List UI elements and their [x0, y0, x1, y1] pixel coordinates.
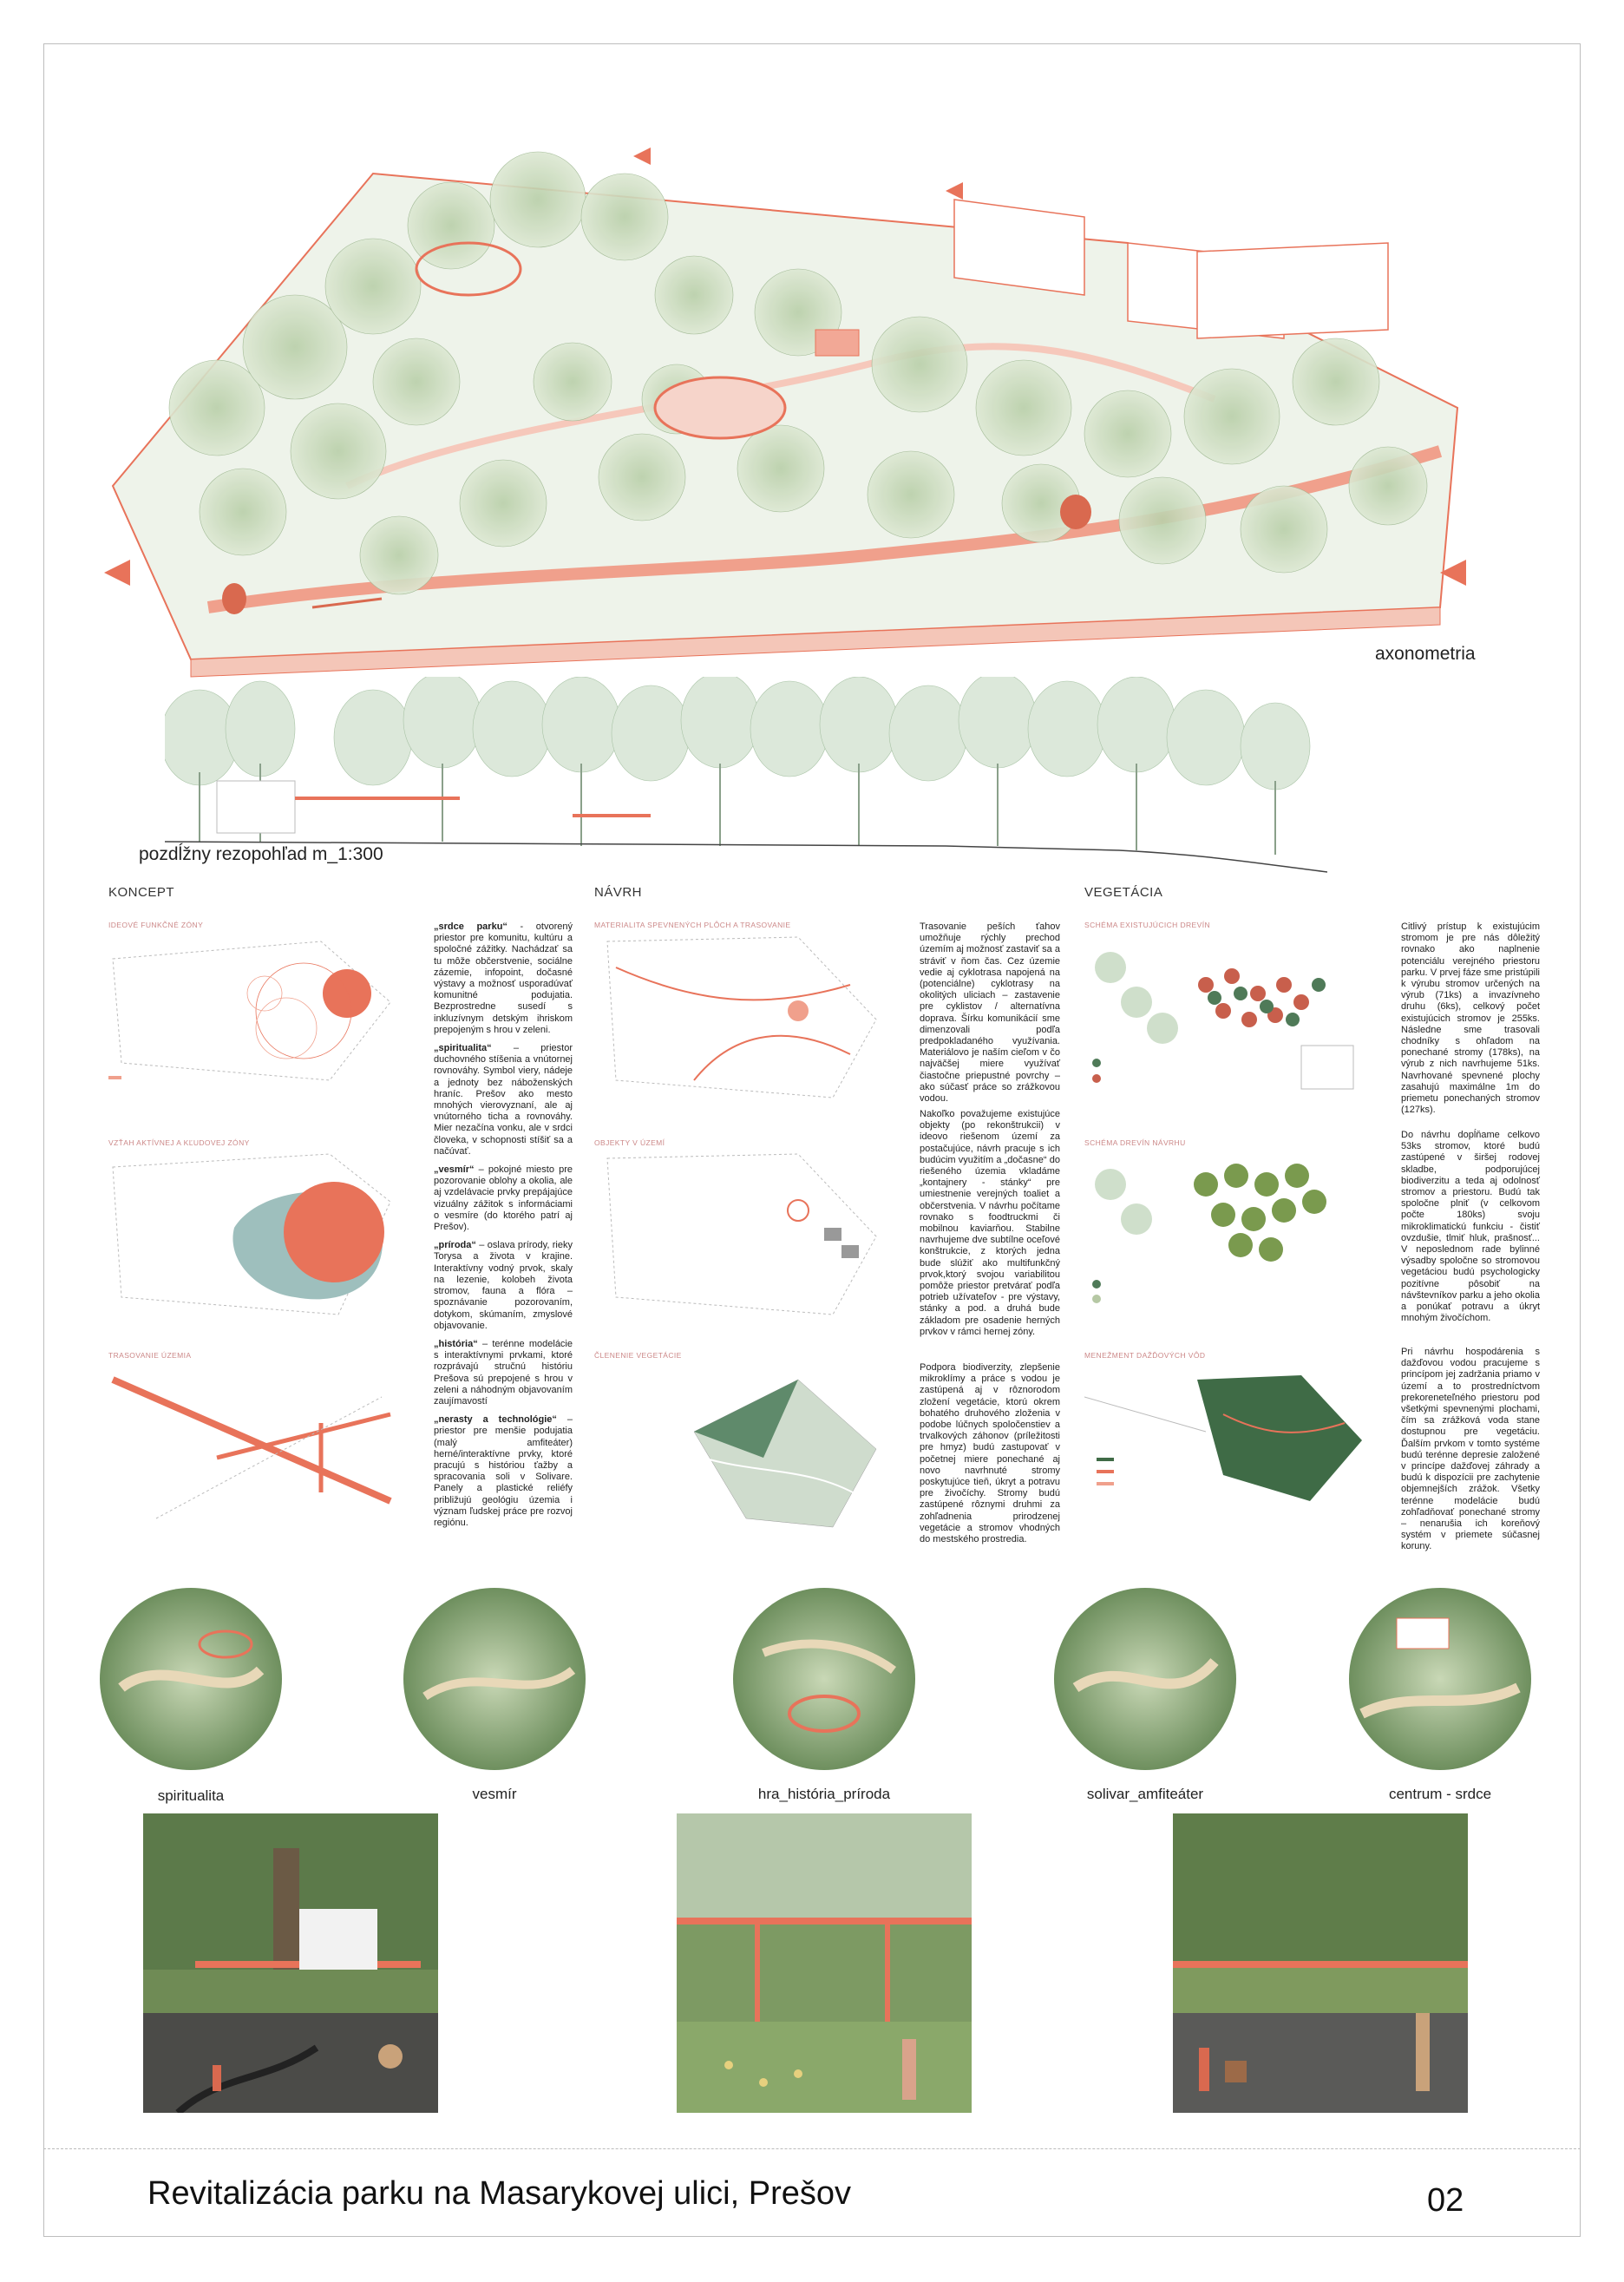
circle-label-2: vesmír [472, 1786, 517, 1802]
navrh-text1: Trasovanie peších ťahov umožňuje rýchly prechod územím aj možnosť zastaviť sa a stráviť v ňom čas. Cez územie vedie aj cyklotrasa napojená na (potenciálne) cyklotrasy na okolitých uliciach – zastavenie pre cyklistov / alternatívna doprava. Šírku komunikácií sme dimenzovali podľa predpokladaného využívania. Materiálovo je naším cieľom v čo najväčšej miere využívať čiastočne priepustné povrchy – ako súčasť práce so zrážkovou vodou. [920, 921, 1060, 1105]
vegetacia-diagram3 [1084, 1362, 1371, 1536]
circle-label-4: solivar_amfiteáter [1086, 1786, 1204, 1802]
koncept-text: „srdce parku“ - otvorený priestor pre komunitu, kultúru a spoločné zážitky. Nachádzať sa tu môže občerstvenie, sociálne zázemie, infopoint, dočasné výstavy a možnosť usporadúvať komunitné podujatia. Bezprostredne susedí s inkluzívnym detským ihriskom prepojeným s hrou v zeleni. „spiritualita“ – priestor duchovného stíšenia a vnútornej rovnováhy. Symbol viery, nádeje a jednoty bez náboženských hraníc. Prešov ako mesto mnohých vierovyznaní, ale aj vnútorného ticha a rovnováhy. Mier nezačína vonku, ale v srdci človeka, v schopnosti stíšiť sa a načúvať. „vesmír“ – pokojné miesto pre pozorovanie oblohy a okolia, ale aj vzdelávacie prvky prepájajúce vizuálny zážitok s informáciami o vesmíre (do ktorého patrí aj Prešov). „príroda“ – oslava prírody, rieky Torysa a života v krajine. Interaktívny vodný prvok, skaly na lezenie, kolobeh života stromov, fauna a flóra – spoznávanie pozorovaním, dotykom, skúmaním, zmyslové objavovanie. „história“ – terénne modelácie s interaktívnymi prvkami, ktoré rozprávajú stručnú históriu Prešova sú prepojené s hrou v zeleni a náhodným objavovaním zaujímavostí „nerasty a technológie“ – priestor pre menšie podujatia (malý amfiteáter) herné/interaktívne prvky, ktoré pracujú s históriou ťažby a spracovania soli v Solivare. Panely a plastické reliéfy približujú geológiu územia i význam ľudskej práce pre rozvoj regiónu. [434, 921, 573, 1528]
koncept-diagram3 [104, 1362, 395, 1536]
navrh-diagram2-title: OBJEKTY V ÚZEMÍ [594, 1138, 665, 1147]
vegetacia-text1: Citlivý prístup k existujúcim stromom je pre nás dôležitý rovnako ako naplnenie potenciálu verejného priestoru parku. V prvej fáze sme pristúpili k výrubu stromov určených na výrub (71ks) a invazívneho druhu (6ks), celkový počet existujúcich stromov je 255ks. Následne sme trasovali chodníky s ohľadom na ponechané stromy (178ks), na výrub z nich navrhujeme 51ks. Navrhované spevnené plochy zasahujú maximálne 1m do priemetu ponechaných stromov (127ks). [1401, 921, 1540, 1116]
vignette-hra [733, 1588, 915, 1770]
circle-label-1: spiritualita [157, 1787, 225, 1804]
circle-label-5: centrum - srdce [1388, 1786, 1492, 1802]
render-2 [677, 1813, 972, 2113]
navrh-text2: Nakoľko považujeme existujúce objekty (po rekonštrukcii) v ideovo riešenom území za postačujúce, návrh pracuje s ich budúcim využitím a „dočasne“ do riešeného územia vkladáme „kontajnery - stánky“ pre umiestnenie verejných toaliet a občerstvenia. V návrhu počítame rovnako s foodtruckmi či mobilnou kaviarňou. Stabilne navrhujeme dve subtílne oceľové konštrukcie, z ktorých jedna bude slúžiť ako multifunkčný prvok,ktorý svojou variabilitou pomôže priestor pretvárať podľa potrieb užívateľov - pre výstavy, stánky a pod. a druhá bude základom pre osadenie herných prvkov v rámci hernej zóny. [920, 1109, 1060, 1337]
navrh-diagram3-title: ČLENENIE VEGETÁCIE [594, 1351, 682, 1360]
section-label: pozdĺžny rezopohľad m_1:300 [139, 844, 383, 864]
vignette-spiritualita [100, 1588, 282, 1770]
vegetacia-diagram2 [1084, 1150, 1371, 1323]
render-1 [143, 1813, 438, 2113]
vegetacia-diagram3-title: MENEŽMENT DAŽĎOVÝCH VÔD [1084, 1351, 1206, 1360]
navrh-diagram1 [590, 933, 885, 1106]
koncept-diagram1-title: IDEOVÉ FUNKČNÉ ZÓNY [108, 921, 204, 929]
vegetacia-diagram1-title: SCHÉMA EXISTUJÚCICH DREVÍN [1084, 921, 1211, 929]
koncept-diagram3-title: TRASOVANIE ÚZEMIA [108, 1351, 192, 1360]
poster-title: Revitalizácia parku na Masarykovej ulici, Prešov [147, 2175, 851, 2212]
vignettes [95, 1584, 1536, 1783]
vegetacia-diagram1 [1084, 933, 1371, 1106]
navrh-heading: NÁVRH [594, 885, 643, 900]
page-number: 02 [1427, 2182, 1464, 2219]
vignette-vesmir [403, 1588, 586, 1770]
koncept-diagram1 [104, 933, 395, 1098]
vignette-solivar [1054, 1588, 1236, 1770]
render-3 [1173, 1813, 1468, 2113]
navrh-diagram3 [590, 1362, 885, 1536]
koncept-diagram2-title: VZŤAH AKTÍVNEJ A KĽUDOVEJ ZÓNY [108, 1138, 250, 1147]
koncept-diagram2 [104, 1150, 395, 1323]
koncept-heading: KONCEPT [108, 885, 175, 900]
vegetacia-text3: Pri návrhu hospodárenia s dažďovou vodou pracujeme s princípom jej zadržania priamo v území a to prostredníctvom prekoreneteľného priestoru pod všetkými spevnenými plochami, čím sa zrážková voda stane dostupnou pre vegetáciu. Ďalším prvkom v tomto systéme budú terénne depresie založené v princípe dažďovej záhrady a budú k dispozícii pre zachytenie objemnejších zrážok. Všetky terénne modelácie budú zohľadňovať ponechané stromy – nenarušia ich koreňový systém v priemete súčasnej koruny. [1401, 1347, 1540, 1552]
vignette-centrum [1349, 1588, 1531, 1770]
vegetacia-heading: VEGETÁCIA [1084, 885, 1163, 900]
navrh-diagram1-title: MATERIALITA SPEVNENÝCH PLÔCH A TRASOVANIE [594, 921, 791, 929]
axonometry-label: axonometria [1375, 644, 1476, 664]
axonometry-drawing [87, 121, 1492, 685]
vegetacia-diagram2-title: SCHÉMA DREVÍN NÁVRHU [1084, 1138, 1186, 1147]
vegetacia-text2: Do návrhu dopĺňame celkovo 53ks stromov, ktoré budú zastúpené v širšej rodovej skladbe, podporujúcej biodiverzitu a teda aj odolnosť stromov a priestoru. Budú tak spoločne plniť (v celkovom počte 180ks) svoju mikroklimatickú funkciu - čistiť ovzdušie, tlmiť hluk, prašnosť... V neposlednom rade bylinné výsadby spoločne so stromovou vegetáciou budú psychologicky pozitívne pôsobiť na návštevníkov parku a jeho okolia a ponúkať potravu a úkryt mnohým živočíchom. [1401, 1130, 1540, 1324]
navrh-text3: Podpora biodiverzity, zlepšenie mikroklímy a práce s vodou je zastúpená aj v rôznorodom zložení vegetácie, ktorú okrem bohatého druhového zloženia v podobe lúčnych spoločenstiev a trvalkových záhonov (príležitosti pre hmyz) budú zastupovať v početnej miere ponechané aj novo navrhnuté stromy poskytujúce tieň, úkryt a potravu pre živočíchy. Stromy budú zastúpené rôznymi druhmi za zohľadnenia prirodzenej vegetácie a stromov vhodných do mestského prostredia. [920, 1362, 1060, 1545]
navrh-diagram2 [590, 1150, 885, 1323]
footer-divider [43, 2148, 1581, 2149]
circle-label-3: hra_história_príroda [757, 1786, 891, 1802]
